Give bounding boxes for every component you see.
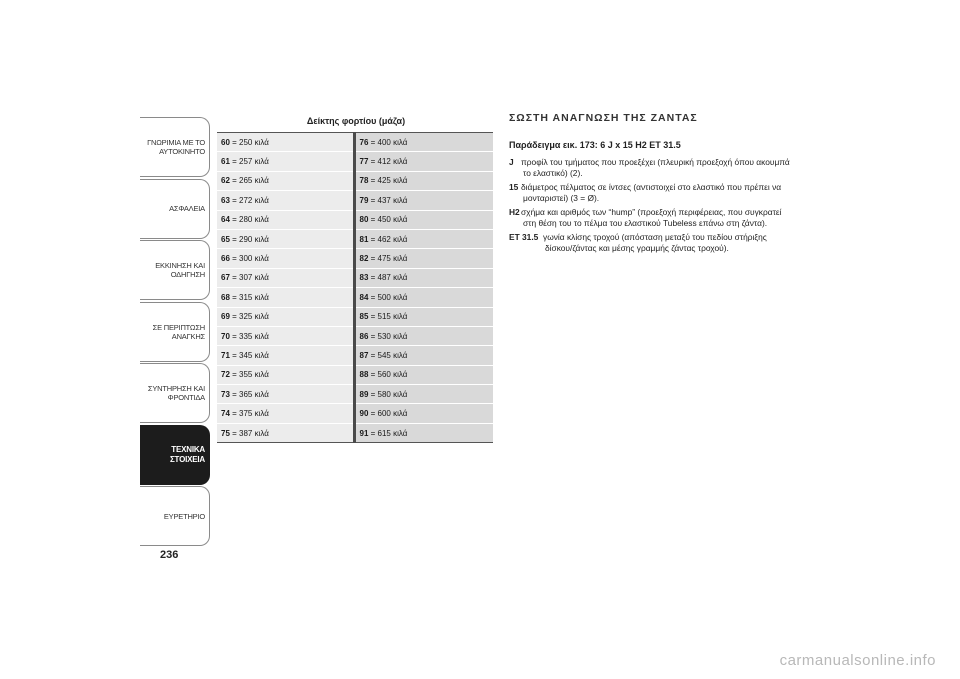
- load-index: 71: [221, 350, 230, 360]
- definition-text: γωνία κλίσης τροχού (απόσταση μεταξύ του πεδίου στήριξης δίσκου/ζάντας και μέσης γραμμής ζάντας τροχού).: [543, 232, 767, 253]
- watermark: carmanualsonline.info: [779, 652, 936, 669]
- load-mass: = 475 κιλά: [370, 254, 408, 264]
- load-index: 63: [221, 195, 230, 205]
- load-mass: = 290 κιλά: [232, 234, 269, 244]
- section-heading: ΣΩΣΤΗ ΑΝΑΓΝΩΣΗ ΤΗΣ ΖΑΝΤΑΣ: [509, 112, 698, 124]
- load-index: 78: [359, 176, 369, 186]
- load-mass: = 250 κιλά: [232, 137, 269, 147]
- table-cell: [354, 171, 493, 190]
- table-cell: [354, 133, 493, 152]
- page-number: 236: [160, 549, 179, 561]
- load-index: 85: [359, 312, 369, 322]
- definition-item: [509, 232, 794, 254]
- load-index: 89: [359, 389, 369, 399]
- sidebar-tab[interactable]: [140, 425, 210, 485]
- rim-definitions: [509, 157, 794, 257]
- load-mass: = 400 κιλά: [370, 137, 408, 147]
- table-cell: [217, 307, 354, 326]
- load-mass: = 615 κιλά: [370, 428, 408, 438]
- load-mass: = 325 κιλά: [232, 312, 269, 322]
- load-mass: = 487 κιλά: [370, 273, 408, 283]
- load-mass: = 580 κιλά: [370, 389, 408, 399]
- load-index: 84: [359, 292, 369, 302]
- load-mass: = 545 κιλά: [370, 350, 408, 360]
- load-index: 70: [221, 331, 230, 341]
- load-index: 62: [221, 176, 230, 186]
- load-index: 74: [221, 409, 230, 419]
- sidebar-tab[interactable]: [140, 363, 210, 423]
- sidebar-tab[interactable]: [140, 486, 210, 546]
- table-row: [217, 385, 493, 404]
- load-mass: = 375 κιλά: [232, 409, 269, 419]
- load-index: 67: [221, 273, 230, 283]
- table-cell: [217, 423, 354, 442]
- sidebar-tab[interactable]: [140, 179, 210, 239]
- load-index-table: [217, 132, 493, 443]
- table-row: [217, 249, 493, 268]
- table-cell: [354, 152, 493, 171]
- table-cell: [354, 307, 493, 326]
- load-index: 86: [359, 331, 369, 341]
- table-row: [217, 191, 493, 210]
- load-mass: = 265 κιλά: [232, 176, 269, 186]
- load-mass: = 355 κιλά: [232, 370, 269, 380]
- load-mass: = 365 κιλά: [232, 389, 269, 399]
- table-row: [217, 210, 493, 229]
- sidebar-tab-label: ΕΚΚΙΝΗΣΗ ΚΑΙ ΟΔΗΓΗΣΗ: [155, 261, 205, 279]
- load-mass: = 500 κιλά: [370, 292, 408, 302]
- load-mass: = 387 κιλά: [232, 428, 269, 438]
- load-index: 72: [221, 370, 230, 380]
- table-cell: [354, 268, 493, 287]
- load-index: 91: [359, 428, 369, 438]
- sidebar-tab[interactable]: [140, 117, 210, 177]
- table-cell: [217, 268, 354, 287]
- table-cell: [354, 404, 493, 423]
- load-mass: = 450 κιλά: [370, 215, 408, 225]
- sidebar-tab-label: ΑΣΦΑΛΕΙΑ: [169, 204, 205, 213]
- sidebar-tab[interactable]: [140, 302, 210, 362]
- table-row: [217, 423, 493, 442]
- load-index: 81: [359, 234, 369, 244]
- table-row: [217, 404, 493, 423]
- definition-text: διάμετρος πέλματος σε ίντσες (αντιστοιχεί στο ελαστικό που πρέπει να μονταριστεί) (3 = Ø).: [521, 182, 782, 203]
- table-cell: [217, 152, 354, 171]
- load-index: 69: [221, 312, 230, 322]
- definition-item: [509, 207, 794, 229]
- table-row: [217, 268, 493, 287]
- definition-key: ET 31.5: [509, 232, 539, 242]
- load-index: 60: [221, 137, 230, 147]
- load-index: 87: [359, 350, 369, 360]
- table-cell: [354, 210, 493, 229]
- table-cell: [354, 249, 493, 268]
- load-mass: = 315 κιλά: [232, 292, 269, 302]
- load-mass: = 280 κιλά: [232, 215, 269, 225]
- table-cell: [354, 385, 493, 404]
- load-mass: = 300 κιλά: [232, 254, 269, 264]
- sidebar-tab-label: ΤΕΧΝΙΚΑ ΣΤΟΙΧΕΙΑ: [169, 444, 205, 464]
- definition-item: [509, 182, 794, 204]
- load-index: 66: [221, 254, 230, 264]
- table-cell: [217, 171, 354, 190]
- table-row: [217, 152, 493, 171]
- table-cell: [217, 249, 354, 268]
- load-index: 79: [359, 195, 369, 205]
- load-index: 75: [221, 428, 230, 438]
- table-cell: [217, 191, 354, 210]
- table-row: [217, 326, 493, 345]
- sidebar-tab-label: ΓΝΩΡΙΜΙΑ ΜΕ ΤΟ ΑΥΤΟΚΙΝΗΤΟ: [147, 138, 205, 156]
- load-index: 73: [221, 389, 230, 399]
- load-mass: = 425 κιλά: [370, 176, 408, 186]
- load-index: 77: [359, 157, 369, 167]
- sidebar-tab-label: ΣΥΝΤΗΡΗΣΗ ΚΑΙ ΦΡΟΝΤΙΔΑ: [147, 384, 205, 402]
- table-row: [217, 307, 493, 326]
- table-row: [217, 133, 493, 152]
- load-mass: = 530 κιλά: [370, 331, 408, 341]
- load-mass: = 307 κιλά: [232, 273, 269, 283]
- table-cell: [354, 288, 493, 307]
- table-cell: [217, 326, 354, 345]
- definition-text: προφίλ του τμήματος που προεξέχει (πλευρική προεξοχή όπου ακουμπά το ελαστικό) (2).: [521, 157, 790, 178]
- load-mass: = 335 κιλά: [232, 331, 269, 341]
- load-index: 83: [359, 273, 369, 283]
- table-cell: [354, 326, 493, 345]
- load-mass: = 462 κιλά: [370, 234, 408, 244]
- table-cell: [217, 404, 354, 423]
- load-index: 82: [359, 254, 369, 264]
- load-mass: = 437 κιλά: [370, 195, 408, 205]
- table-cell: [217, 210, 354, 229]
- table-cell: [354, 191, 493, 210]
- load-index: 76: [359, 137, 369, 147]
- definition-text: σχήμα και αριθμός των “hump” (προεξοχή περιφέρειας, που συγκρατεί στη θέση του το πέλμα του ελαστικού Tubeless επάνω στη ζάντα).: [521, 207, 782, 228]
- table-cell: [217, 133, 354, 152]
- load-mass: = 272 κιλά: [232, 195, 269, 205]
- table-cell: [217, 365, 354, 384]
- definition-key: 15: [509, 182, 519, 192]
- load-index: 64: [221, 215, 230, 225]
- sidebar-tab-label: ΣΕ ΠΕΡΙΠΤΩΣΗ ΑΝΑΓΚΗΣ: [152, 322, 205, 341]
- load-index: 80: [359, 215, 369, 225]
- sidebar-tab-label: ΕΥΡΕΤΗΡΙΟ: [163, 511, 205, 521]
- load-mass: = 600 κιλά: [370, 409, 408, 419]
- load-index: 68: [221, 292, 230, 302]
- rim-example: Παράδειγμα εικ. 173: 6 J x 15 H2 ET 31.5: [509, 140, 681, 150]
- table-row: [217, 346, 493, 365]
- load-index: 65: [221, 234, 230, 244]
- load-index: 90: [359, 409, 369, 419]
- load-mass: = 560 κιλά: [370, 370, 408, 380]
- table-row: [217, 171, 493, 190]
- definition-key: J: [509, 157, 514, 167]
- table-row: [217, 229, 493, 248]
- table-cell: [354, 346, 493, 365]
- table-cell: [217, 385, 354, 404]
- table-cell: [217, 288, 354, 307]
- table-cell: [354, 365, 493, 384]
- table-cell: [217, 229, 354, 248]
- load-mass: = 345 κιλά: [232, 350, 269, 360]
- load-index: 88: [359, 370, 369, 380]
- definition-key: H2: [509, 207, 520, 217]
- definition-item: [509, 157, 794, 179]
- table-cell: [354, 423, 493, 442]
- table-cell: [217, 346, 354, 365]
- load-mass: = 515 κιλά: [370, 312, 408, 322]
- load-index-table-title: Δείκτης φορτίου (μάζα): [306, 116, 406, 126]
- table-row: [217, 288, 493, 307]
- table-cell: [354, 229, 493, 248]
- sidebar-tab[interactable]: [140, 240, 210, 300]
- table-row: [217, 365, 493, 384]
- load-index: 61: [221, 157, 230, 167]
- load-mass: = 257 κιλά: [232, 157, 269, 167]
- load-mass: = 412 κιλά: [370, 157, 408, 167]
